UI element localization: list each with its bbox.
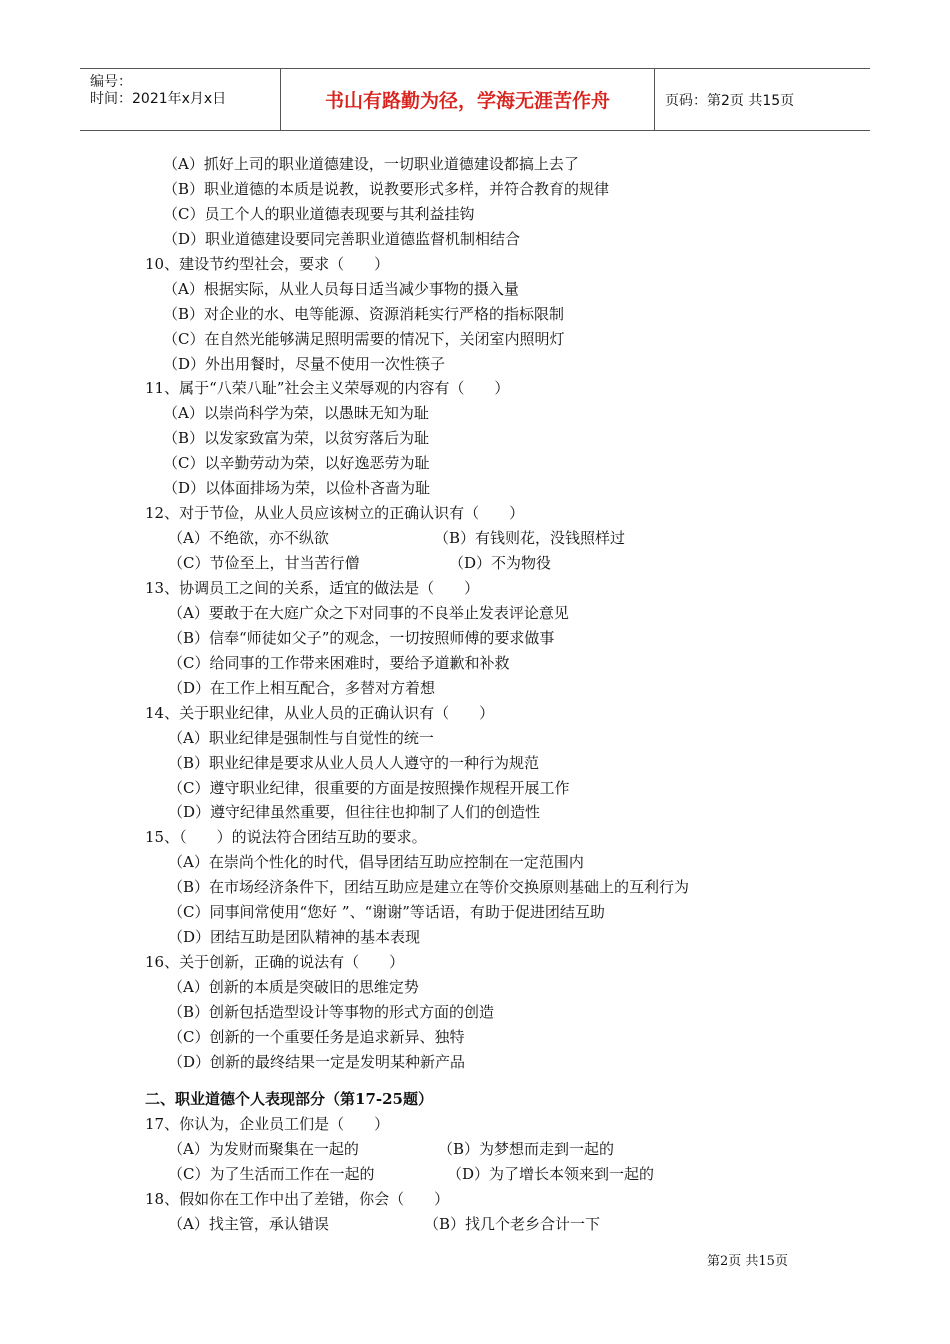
- page-code: 页码：第2页 共15页: [665, 93, 795, 109]
- option-line: （A）要敢于在大庭广众之下对同事的不良举止发表评论意见: [168, 604, 569, 622]
- option-line: （D）不为物役: [449, 554, 552, 572]
- option-line: （C）以辛勤劳动为荣，以好逸恶劳为耻: [163, 454, 430, 472]
- option-line: （D）团结互助是团队精神的基本表现: [168, 928, 421, 946]
- page-footer: 第2页 共15页: [707, 1254, 788, 1269]
- option-line: （D）在工作上相互配合，多替对方着想: [168, 679, 436, 697]
- option-line: （B）为梦想而走到一起的: [438, 1140, 615, 1158]
- time-label: 时间：2021年x月x日: [90, 91, 227, 107]
- option-line: （A）职业纪律是强制性与自觉性的统一: [168, 729, 434, 747]
- option-line: （B）对企业的水、电等能源、资源消耗实行严格的指标限制: [163, 305, 565, 323]
- option-line: （A）根据实际，从业人员每日适当减少事物的摄入量: [163, 280, 519, 298]
- option-line: （C）给同事的工作带来困难时，要给予道歉和补救: [168, 654, 510, 672]
- option-line: （D）职业道德建设要同完善职业道德监督机制相结合: [163, 230, 521, 248]
- option-line: （D）遵守纪律虽然重要，但往往也抑制了人们的创造性: [168, 803, 541, 821]
- option-line: （A）不绝欲，亦不纵欲: [168, 529, 329, 547]
- option-line: （A）找主管，承认错误: [168, 1215, 329, 1233]
- option-line: （C）创新的一个重要任务是追求新异、独特: [168, 1028, 465, 1046]
- motto: 书山有路勤为径，学海无涯苦作舟: [324, 90, 610, 112]
- section-heading: 二、职业道德个人表现部分（第17-25题）: [145, 1090, 433, 1108]
- option-line: （A）创新的本质是突破旧的思维定势: [168, 978, 419, 996]
- option-line: （D）为了增长本领来到一起的: [447, 1165, 655, 1183]
- option-line: （C）同事间常使用“您好 ”、“谢谢”等话语，有助于促进团结互助: [168, 903, 605, 921]
- option-line: （B）职业道德的本质是说教，说教要形式多样，并符合教育的规律: [163, 180, 610, 198]
- question-line: 12、对于节俭，从业人员应该树立的正确认识有（ ）: [145, 504, 525, 522]
- question-line: 11、属于“八荣八耻”社会主义荣辱观的内容有（ ）: [145, 379, 510, 397]
- option-line: （C）在自然光能够满足照明需要的情况下，关闭室内照明灯: [163, 330, 565, 348]
- option-line: （A）以崇尚科学为荣，以愚昧无知为耻: [163, 404, 429, 422]
- option-line: （D）创新的最终结果一定是发明某种新产品: [168, 1053, 466, 1071]
- option-line: （B）以发家致富为荣，以贫穷落后为耻: [163, 429, 430, 447]
- option-line: （C）为了生活而工作在一起的: [168, 1165, 375, 1183]
- question-line: 16、关于创新，正确的说法有（ ）: [145, 953, 405, 971]
- question-line: 14、关于职业纪律，从业人员的正确认识有（ ）: [145, 704, 495, 722]
- option-line: （D）外出用餐时，尽量不使用一次性筷子: [163, 355, 446, 373]
- option-line: （D）以体面排场为荣，以俭朴吝啬为耻: [163, 479, 431, 497]
- question-line: 15、（ ）的说法符合团结互助的要求。: [145, 828, 427, 846]
- option-line: （B）有钱则花，没钱照样过: [434, 529, 626, 547]
- question-line: 10、建设节约型社会，要求（ ）: [145, 255, 390, 273]
- option-line: （B）信奉“师徒如父子”的观念，一切按照师傅的要求做事: [168, 629, 555, 647]
- option-line: （B）找几个老乡合计一下: [424, 1215, 601, 1233]
- number-label: 编号：: [90, 74, 132, 90]
- option-line: （A）在崇尚个性化的时代，倡导团结互助应控制在一定范围内: [168, 853, 584, 871]
- option-line: （B）在市场经济条件下，团结互助应是建立在等价交换原则基础上的互利行为: [168, 878, 690, 896]
- option-line: （B）创新包括造型设计等事物的形式方面的创造: [168, 1003, 495, 1021]
- option-line: （C）员工个人的职业道德表现要与其利益挂钩: [163, 205, 475, 223]
- option-line: （C）节俭至上，甘当苦行僧: [168, 554, 360, 572]
- option-line: （B）职业纪律是要求从业人员人人遵守的一种行为规范: [168, 754, 540, 772]
- question-line: 17、你认为，企业员工们是（ ）: [145, 1115, 390, 1133]
- option-line: （C）遵守职业纪律，很重要的方面是按照操作规程开展工作: [168, 779, 570, 797]
- question-line: 13、协调员工之间的关系，适宜的做法是（ ）: [145, 579, 480, 597]
- option-line: （A）抓好上司的职业道德建设，一切职业道德建设都搞上去了: [163, 155, 579, 173]
- question-line: 18、假如你在工作中出了差错，你会（ ）: [145, 1190, 450, 1208]
- option-line: （A）为发财而聚集在一起的: [168, 1140, 359, 1158]
